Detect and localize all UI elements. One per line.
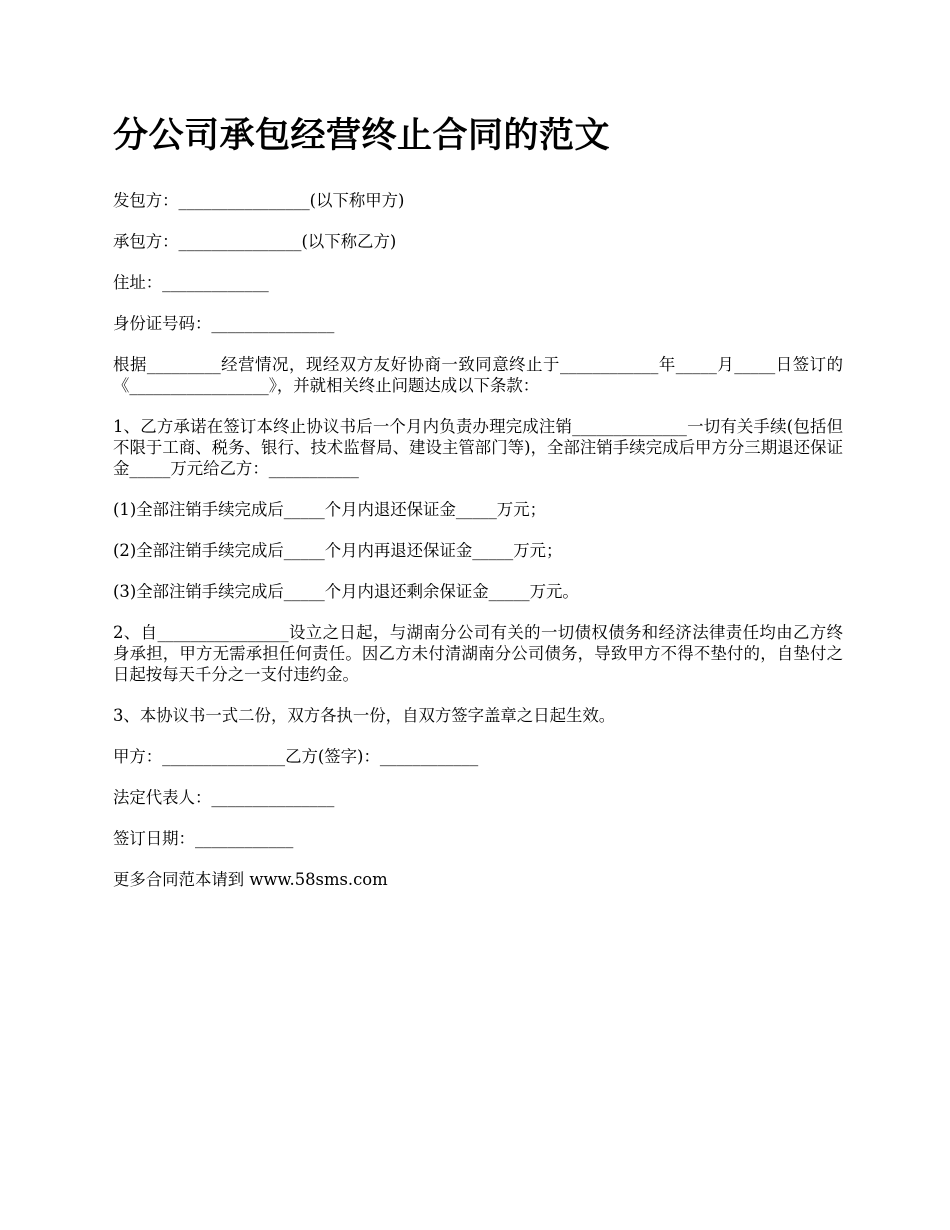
- clause-1-item-1: (1)全部注销手续完成后_____个月内退还保证金_____万元；: [113, 500, 546, 519]
- clause-1-item-3: (3)全部注销手续完成后_____个月内退还剩余保证金_____万元。: [113, 582, 579, 601]
- id-number-line: 身份证号码：_______________: [113, 314, 335, 333]
- clause-2-paragraph: 2、自________________设立之日起，与湖南分公司有关的一切债权债务和经济法律责任均由乙方终身承担，甲方无需承担任何责任。因乙方未付清湖南分公司债务，导致甲方不得不垫付的，自垫付之日起按每天千分之一支付违约金。: [113, 623, 843, 684]
- party-a-line: 发包方：________________(以下称甲方): [113, 191, 405, 210]
- signature-line: 甲方：_______________乙方(签字)：____________: [113, 747, 479, 766]
- party-b-line: 承包方：_______________(以下称乙方): [113, 232, 397, 251]
- document-page: [113, 112, 843, 910]
- address-line: 住址：_____________: [113, 273, 269, 292]
- clause-3-paragraph: 3、本协议书一式二份，双方各执一份，自双方签字盖章之日起生效。: [113, 706, 616, 725]
- clause-1-paragraph: 1、乙方承诺在签订本终止协议书后一个月内负责办理完成注销______________一切有关手续(包括但不限于工商、税务、银行、技术监督局、建设主管部门等)，全部注销手续完成后甲方分三期退还保证金_____万元给乙方：___________: [113, 417, 843, 478]
- clause-1-item-2: (2)全部注销手续完成后_____个月内再退还保证金_____万元；: [113, 541, 563, 560]
- preamble-paragraph: 根据_________经营情况，现经双方友好协商一致同意终止于____________年_____月_____日签订的《_________________》，并就相关终止问题达成以下条款：: [113, 355, 843, 395]
- footer-note: 更多合同范本请到 www.58sms.com: [113, 870, 388, 889]
- document-title: 分公司承包经营终止合同的范文: [113, 115, 611, 156]
- legal-representative-line: 法定代表人：_______________: [113, 788, 335, 807]
- signing-date-line: 签订日期：____________: [113, 829, 294, 848]
